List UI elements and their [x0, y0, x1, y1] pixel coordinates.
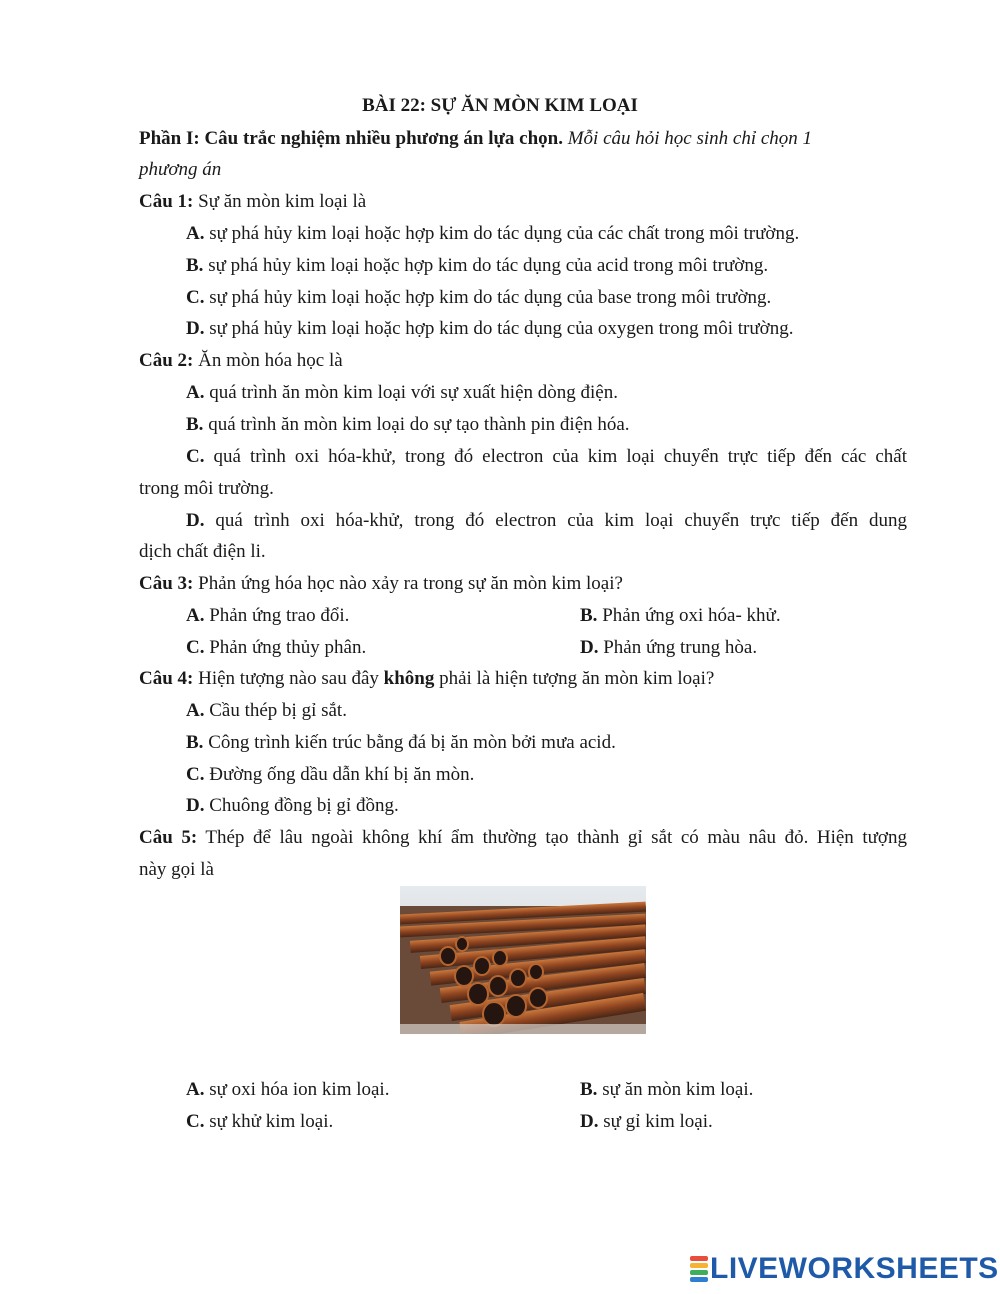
q1-option-d[interactable] — [186, 317, 793, 341]
question-2-text: Ăn mòn hóa học là — [198, 350, 343, 371]
rusty-pipes-illustration — [400, 886, 646, 1034]
option-letter: A. — [186, 605, 205, 626]
part1-instruction-cont: phương án — [139, 159, 222, 180]
option-text: sự phá hủy kim loại hoặc hợp kim do tác dụng của các chất trong môi trường. — [209, 223, 800, 244]
question-3-text: Phản ứng hóa học nào xảy ra trong sự ăn mòn kim loại? — [198, 573, 623, 594]
q2-option-c[interactable] — [186, 445, 907, 469]
q1-option-c[interactable] — [186, 286, 771, 310]
q5-option-a[interactable] — [186, 1078, 389, 1102]
option-letter: B. — [580, 605, 598, 626]
option-text: sự phá hủy kim loại hoặc hợp kim do tác dụng của base trong môi trường. — [209, 287, 772, 308]
option-letter: C. — [186, 637, 205, 658]
option-letter: A. — [186, 1079, 205, 1100]
q5-option-d[interactable] — [580, 1110, 713, 1134]
option-letter: C. — [186, 446, 205, 467]
question-4-text-before: Hiện tượng nào sau đây — [198, 668, 379, 689]
q5-option-b[interactable] — [580, 1078, 753, 1102]
q4-option-d[interactable] — [186, 794, 399, 818]
q4-option-c[interactable] — [186, 763, 474, 787]
option-text: sự gỉ kim loại. — [603, 1111, 713, 1132]
option-letter: A. — [186, 223, 205, 244]
option-text: Phản ứng thủy phân. — [209, 637, 367, 658]
option-letter: D. — [580, 1111, 599, 1132]
q3-option-b[interactable] — [580, 604, 781, 628]
q3-option-a[interactable] — [186, 604, 349, 628]
option-letter: B. — [580, 1079, 598, 1100]
option-letter: D. — [580, 637, 599, 658]
q2-option-d-cont: dịch chất điện li. — [139, 541, 266, 562]
q1-option-a[interactable] — [186, 222, 799, 246]
question-1 — [139, 190, 366, 214]
q4-option-a[interactable] — [186, 699, 347, 723]
option-text: Công trình kiến trúc bằng đá bị ăn mòn bởi mưa acid. — [208, 732, 616, 753]
q2-option-b[interactable] — [186, 413, 630, 437]
option-text: Cầu thép bị gỉ sắt. — [209, 700, 347, 721]
question-4-emphasis: không — [383, 668, 435, 689]
part1-heading — [139, 127, 812, 151]
option-text: quá trình oxi hóa-khử, trong đó electron của kim loại chuyển trực tiếp đến các chất — [213, 446, 908, 467]
question-2-label: Câu 2: — [139, 350, 194, 371]
option-text: quá trình ăn mòn kim loại với sự xuất hiện dòng điện. — [209, 382, 618, 403]
q5-option-c[interactable] — [186, 1110, 333, 1134]
option-text: Đường ống dầu dẫn khí bị ăn mòn. — [209, 764, 475, 785]
option-text: Phản ứng oxi hóa- khử. — [602, 605, 781, 626]
question-5-text-cont: này gọi là — [139, 859, 214, 880]
option-text: sự khử kim loại. — [209, 1111, 334, 1132]
option-text: Chuông đồng bị gỉ đồng. — [209, 795, 399, 816]
logo-text: LIVEWORKSHEETS — [710, 1252, 999, 1285]
logo-mark-icon — [690, 1255, 708, 1283]
option-text: quá trình ăn mòn kim loại do sự tạo thành pin điện hóa. — [208, 414, 630, 435]
question-4 — [139, 667, 714, 691]
q2-option-d[interactable] — [186, 509, 907, 533]
question-3-label: Câu 3: — [139, 573, 194, 594]
rusty-pipes-image — [400, 886, 646, 1034]
question-3 — [139, 572, 623, 596]
q1-option-b[interactable] — [186, 254, 768, 278]
option-letter: A. — [186, 700, 205, 721]
option-text: quá trình oxi hóa-khử, trong đó electron của kim loại chuyển trực tiếp đến dung — [215, 510, 907, 531]
question-2 — [139, 349, 343, 373]
question-4-text-after: phải là hiện tượng ăn mòn kim loại? — [439, 668, 715, 689]
option-text: sự ăn mòn kim loại. — [602, 1079, 754, 1100]
option-letter: A. — [186, 382, 205, 403]
question-4-label: Câu 4: — [139, 668, 194, 689]
question-1-label: Câu 1: — [139, 191, 194, 212]
q2-option-a[interactable] — [186, 381, 618, 405]
question-5-text: Thép để lâu ngoài không khí ẩm thường tạo thành gỉ sắt có màu nâu đỏ. Hiện tượng — [205, 827, 907, 848]
question-1-text: Sự ăn mòn kim loại là — [198, 191, 367, 212]
option-letter: C. — [186, 1111, 205, 1132]
option-text: sự phá hủy kim loại hoặc hợp kim do tác dụng của oxygen trong môi trường. — [209, 318, 794, 339]
option-letter: D. — [186, 318, 205, 339]
option-letter: C. — [186, 287, 205, 308]
q2-option-c-cont: trong môi trường. — [139, 478, 274, 499]
option-text: sự oxi hóa ion kim loại. — [209, 1079, 390, 1100]
option-text: Phản ứng trao đổi. — [209, 605, 350, 626]
option-text: Phản ứng trung hòa. — [603, 637, 758, 658]
question-5-label: Câu 5: — [139, 827, 198, 848]
option-text: sự phá hủy kim loại hoặc hợp kim do tác dụng của acid trong môi trường. — [208, 255, 769, 276]
part1-label: Phần I: Câu trắc nghiệm nhiều phương án lựa chọn. — [139, 128, 563, 149]
liveworksheets-logo — [690, 1254, 999, 1284]
option-letter: D. — [186, 510, 205, 531]
option-letter: B. — [186, 255, 204, 276]
option-letter: B. — [186, 414, 204, 435]
option-letter: D. — [186, 795, 205, 816]
q4-option-b[interactable] — [186, 731, 616, 755]
q3-option-c[interactable] — [186, 636, 366, 660]
option-letter: B. — [186, 732, 204, 753]
worksheet-title: BÀI 22: SỰ ĂN MÒN KIM LOẠI — [362, 95, 638, 116]
part1-instruction: Mỗi câu hỏi học sinh chỉ chọn 1 — [567, 128, 813, 149]
q3-option-d[interactable] — [580, 636, 757, 660]
option-letter: C. — [186, 764, 205, 785]
question-5 — [139, 826, 907, 850]
